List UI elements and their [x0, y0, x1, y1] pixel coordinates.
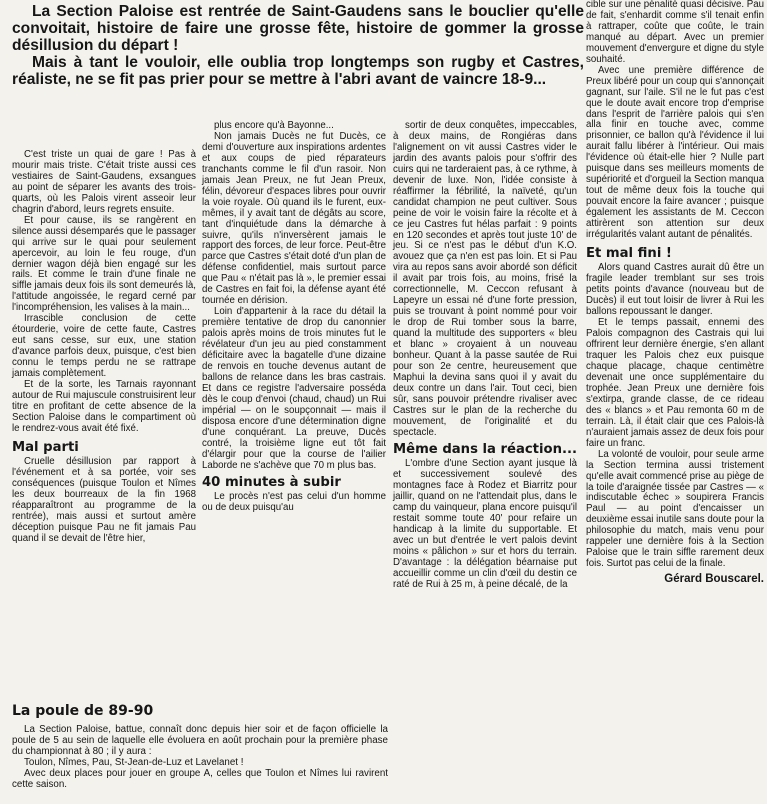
deck-paragraph-2: Mais à tant le vouloir, elle oublia trop longtemps son rugby et Castres, réaliste, ne se fit pas prier pour se mettre à l'abri avant de vaincre 18-9...: [12, 54, 584, 89]
paragraph: La volonté de vouloir, pour seule arme la Section termina aussi tristement qu'elle avait commencé prise au piège de la toile d'araignée tissée par Castres — « indiscutable échec » soupirera Francis Paul — au point d'encaisser un deuxième essai inutile sans doute pour la philosophie du match, mais venu pour rappeler une dernière fois à la Section Paloise que le train siffle rarement deux fois. Surtot pas celui de la finale.: [586, 448, 764, 570]
column-2: [202, 121, 386, 514]
column-1: [12, 150, 196, 545]
paragraph: Irrascible conclusion de cette étourderie, voire de cette faute, Castres eut sans cesse, sur eux, une station d'avance parfois deux, puisque, c'est bien connu le temps perdu ne se rattrape jamais complètement.: [12, 313, 196, 380]
column-3: [393, 121, 577, 591]
column-4: [586, 0, 764, 585]
paragraph: cible sur une pénalité quasi décisive. Pau de fait, s'enhardit comme s'il tenait enfin à rattraper, coûte que coûte, le train manqué au départ. Avec un premier mouvement d'envergure et digne du style souhaité.: [586, 0, 764, 65]
paragraph: Et le temps passait, ennemi des Palois compagnon des Castrais qui lui offrirent leur dernière énergie, s'en allant traquer les Palois chez eux puisque chaque placage, chaque centimètre devenait une once supplémentaire du trophée. Jean Preux une dernière fois s'extirpa, grande classe, de ce rideau des « blancs » et Pau remonta 60 m de terrain. Là, il était clair que ces Palois-là n'auraient jamais assez de deux fois pour faire un franc.: [586, 317, 764, 449]
subheading-meme-dans-la-reaction: Même dans la réaction...: [393, 441, 577, 457]
author-signature: Gérard Bouscarel.: [664, 573, 764, 586]
subheading-40-minutes: 40 minutes à subir: [202, 474, 341, 490]
paragraph: La Section Paloise, battue, connaît donc depuis hier soir et de façon officielle la poule de 5 au sein de laquelle elle évoluera en août prochain pour la première phase du championnat à 80 ; il y aura :: [12, 723, 388, 757]
paragraph: Alors quand Castres aurait dû être un fragile leader tremblant sur ses trois petits points d'avance (nouveau but de Ducès) il eut tout loisir de livrer à Rui les ballons repoussant le danger.: [586, 262, 764, 318]
article-deck: [12, 3, 584, 88]
paragraph: Cruelle désillusion par rapport à l'événement et à sa portée, voir ses conséquences (puisque Toulon et Nîmes les deux bourreaux de la fin 1968 réapparaîtront au programme de la rentrée), mais aussi et surtout amère déception puisque Pau ne fit jamais Pau quand il se devait de l'être hier,: [12, 456, 196, 544]
paragraph: L'ombre d'une Section ayant jusque là et successivement soulevé des montagnes face à Rodez et Biarritz pour jaillir, quand on ne l'attendait plus, dans le camp du vainqueur, plana encore puisqu'il restait somme toute 40' pour refaire un handicap à la limite du supportable. Et avec un but d'entrée le vert palois devint moins « pâlichon » sur et hors du terrain. D'avantage : la délégation béarnaise put accueillir comme un clin d'œil du destin ce raté de Rui à 25 m, à peine décalé, de la: [393, 458, 577, 590]
paragraph: Et de la sorte, les Tarnais rayonnant autour de Rui majuscule construisirent leur titre en profitant de cette absence de la Section Paloise dans le compartiment où le rendrez-vous avait été fixé.: [12, 379, 196, 434]
subheading-poule: La poule de 89-90: [12, 703, 154, 719]
paragraph: Non jamais Ducès ne fut Ducès, ce demi d'ouverture aux inspirations ardentes et aux coups de pied réparateurs tranchants comme le fil d'un rasoir. Non jamais Jean Preux, ne fut Jean Preux, félin, dévoreur d'espaces libres pour ouvrir la voie royale. Où quand ils le furent, eux-mêmes, il y avait tant de dégâts au score, tant d'inquiétude dans la démarche à suivre, qu'ils n'inversèrent jamais le rapport des forces, de leur force. Peut-être parce que Castres s'était doté d'un plan de défense confidentiel, mais surtout parce que Pau « n'était pas là », le premier essai de Castres en fait foi, la défense ayant été tournée en dérision.: [202, 130, 386, 307]
paragraph: Avec deux places pour jouer en groupe A, celles que Toulon et Nîmes lui ravirent cette saison.: [12, 767, 388, 790]
sidebar-box-poule: [12, 705, 388, 790]
paragraph: Le procès n'est pas celui d'un homme ou de deux puisqu'au: [202, 491, 386, 513]
paragraph: Loin d'appartenir à la race du détail la première tentative de drop du canonnier palois après moins de trois minutes fut le révélateur d'un jeu au pied constamment déficitaire avec la bagatelle d'une dizaine de renvois en touche devenus autant de ballons de relance dans les bras castrais. Et dans ce registre l'adversaire posséda dès le coup d'envoi (chaud, chaud) un Rui impérial — on le soupçonnait — mais il disposa encore d'une détermination digne d'une conquérant. La preuve, Ducès contré, la troisième ligne eut tôt fait d'élargir pour que la course de l'ailier Laborde ne s'achève que 70 m plus bas.: [202, 306, 386, 471]
subheading-et-mal-fini: Et mal fini !: [586, 245, 672, 261]
paragraph: sortir de deux conquêtes, impeccables, à deux mains, de Rongiéras dans l'alignement on vit aussi Castres vider le jardin des avants palois pour s'offrir des cuirs qui ne tarderaient pas, à ce rythme, à devenir de luxe. Non, l'idée consiste à réaffirmer la fébrilité, la naïveté, qu'un candidat champion ne peut cultiver. Sous peine de voir le voisin faire la récolte et à ce jeu Castres fut hélas parfait : 9 points en 120 secondes et après tout juste 10' de jeu. Si ce n'est pas le début d'un K.O. avouez que ça n'en est pas loin. Et si Pau vira au repos sans avoir abordé son déficit il avait par trois fois, au moins, frisé la correctionnelle, M. Ceccon refusant à Lapeyre un essai né d'une forte pression, puis se trouvant à point nommé pour voir le drop de Rui tomber sous la barre, quand la multitude des supporters « bleu et blanc » croyaient à un nouveau bonheur. Quant à la passe sautée de Rui pour son 2e centre, heureusement que Maphui la devina sans quoi il y avait du deux contre un dans l'air. Tout ceci, bien sûr, sans pouvoir prétendre rivaliser avec Castres sur le plan de la recherche du mouvement, de l'originalité et du spectacle.: [393, 120, 577, 438]
paragraph: C'est triste un quai de gare ! Pas à mourir mais triste. C'était triste aussi ces vestiaires de Saint-Gaudens, exsangues au point de séparer les avants des trois-quarts, où les Palois virent asseoir leur chagrin d'abord, leurs regrets ensuite.: [12, 149, 196, 215]
deck-paragraph-1: La Section Paloise est rentrée de Saint-Gaudens sans le bouclier qu'elle convoitait, histoire de faire une grosse fête, histoire de gommer la grosse désillusion du départ !: [12, 3, 584, 55]
paragraph: Avec une première différence de Preux libéré pour un coup qui s'annonçait gagnant, sur l'aile. S'il ne le fut pas c'est que le doute avait encore trop d'emprise dans l'esprit de l'arrière palois qui s'en alla finir en touche avec, comme prisonnier, ce ballon qu'à l'évidence il lui aurait fallu libérer à l'intérieur. Oui mais l'évidence où était-elle hier ? Nulle part puisque dans ses meilleurs moments de supériorité et d'orgueil la Section manqua tout de même deux fois la touche qui pouvait encore la faire avancer ; puisque également les assistants de M. Ceccon attirèrent son attention sur deux irrégularités valant autant de pénalités.: [586, 64, 764, 241]
paragraph: Et pour cause, ils se rangèrent en silence aussi désemparés que le passager qui arrive sur le quai pour seulement apercevoir, au loin le feu rouge, d'un dernier wagon déjà bien engagé sur les rails. Et comme le train d'une finale ne siffle jamais deux fois ils sont demeurés là, l'attitude angoissée, le regard cerné par l'incompréhension, les valises à la main...: [12, 214, 196, 314]
subheading-mal-parti: Mal parti: [12, 439, 79, 455]
paragraph: plus encore qu'à Bayonne...: [214, 120, 334, 131]
paragraph: Toulon, Nîmes, Pau, St-Jean-de-Luz et Lavelanet !: [24, 756, 244, 768]
